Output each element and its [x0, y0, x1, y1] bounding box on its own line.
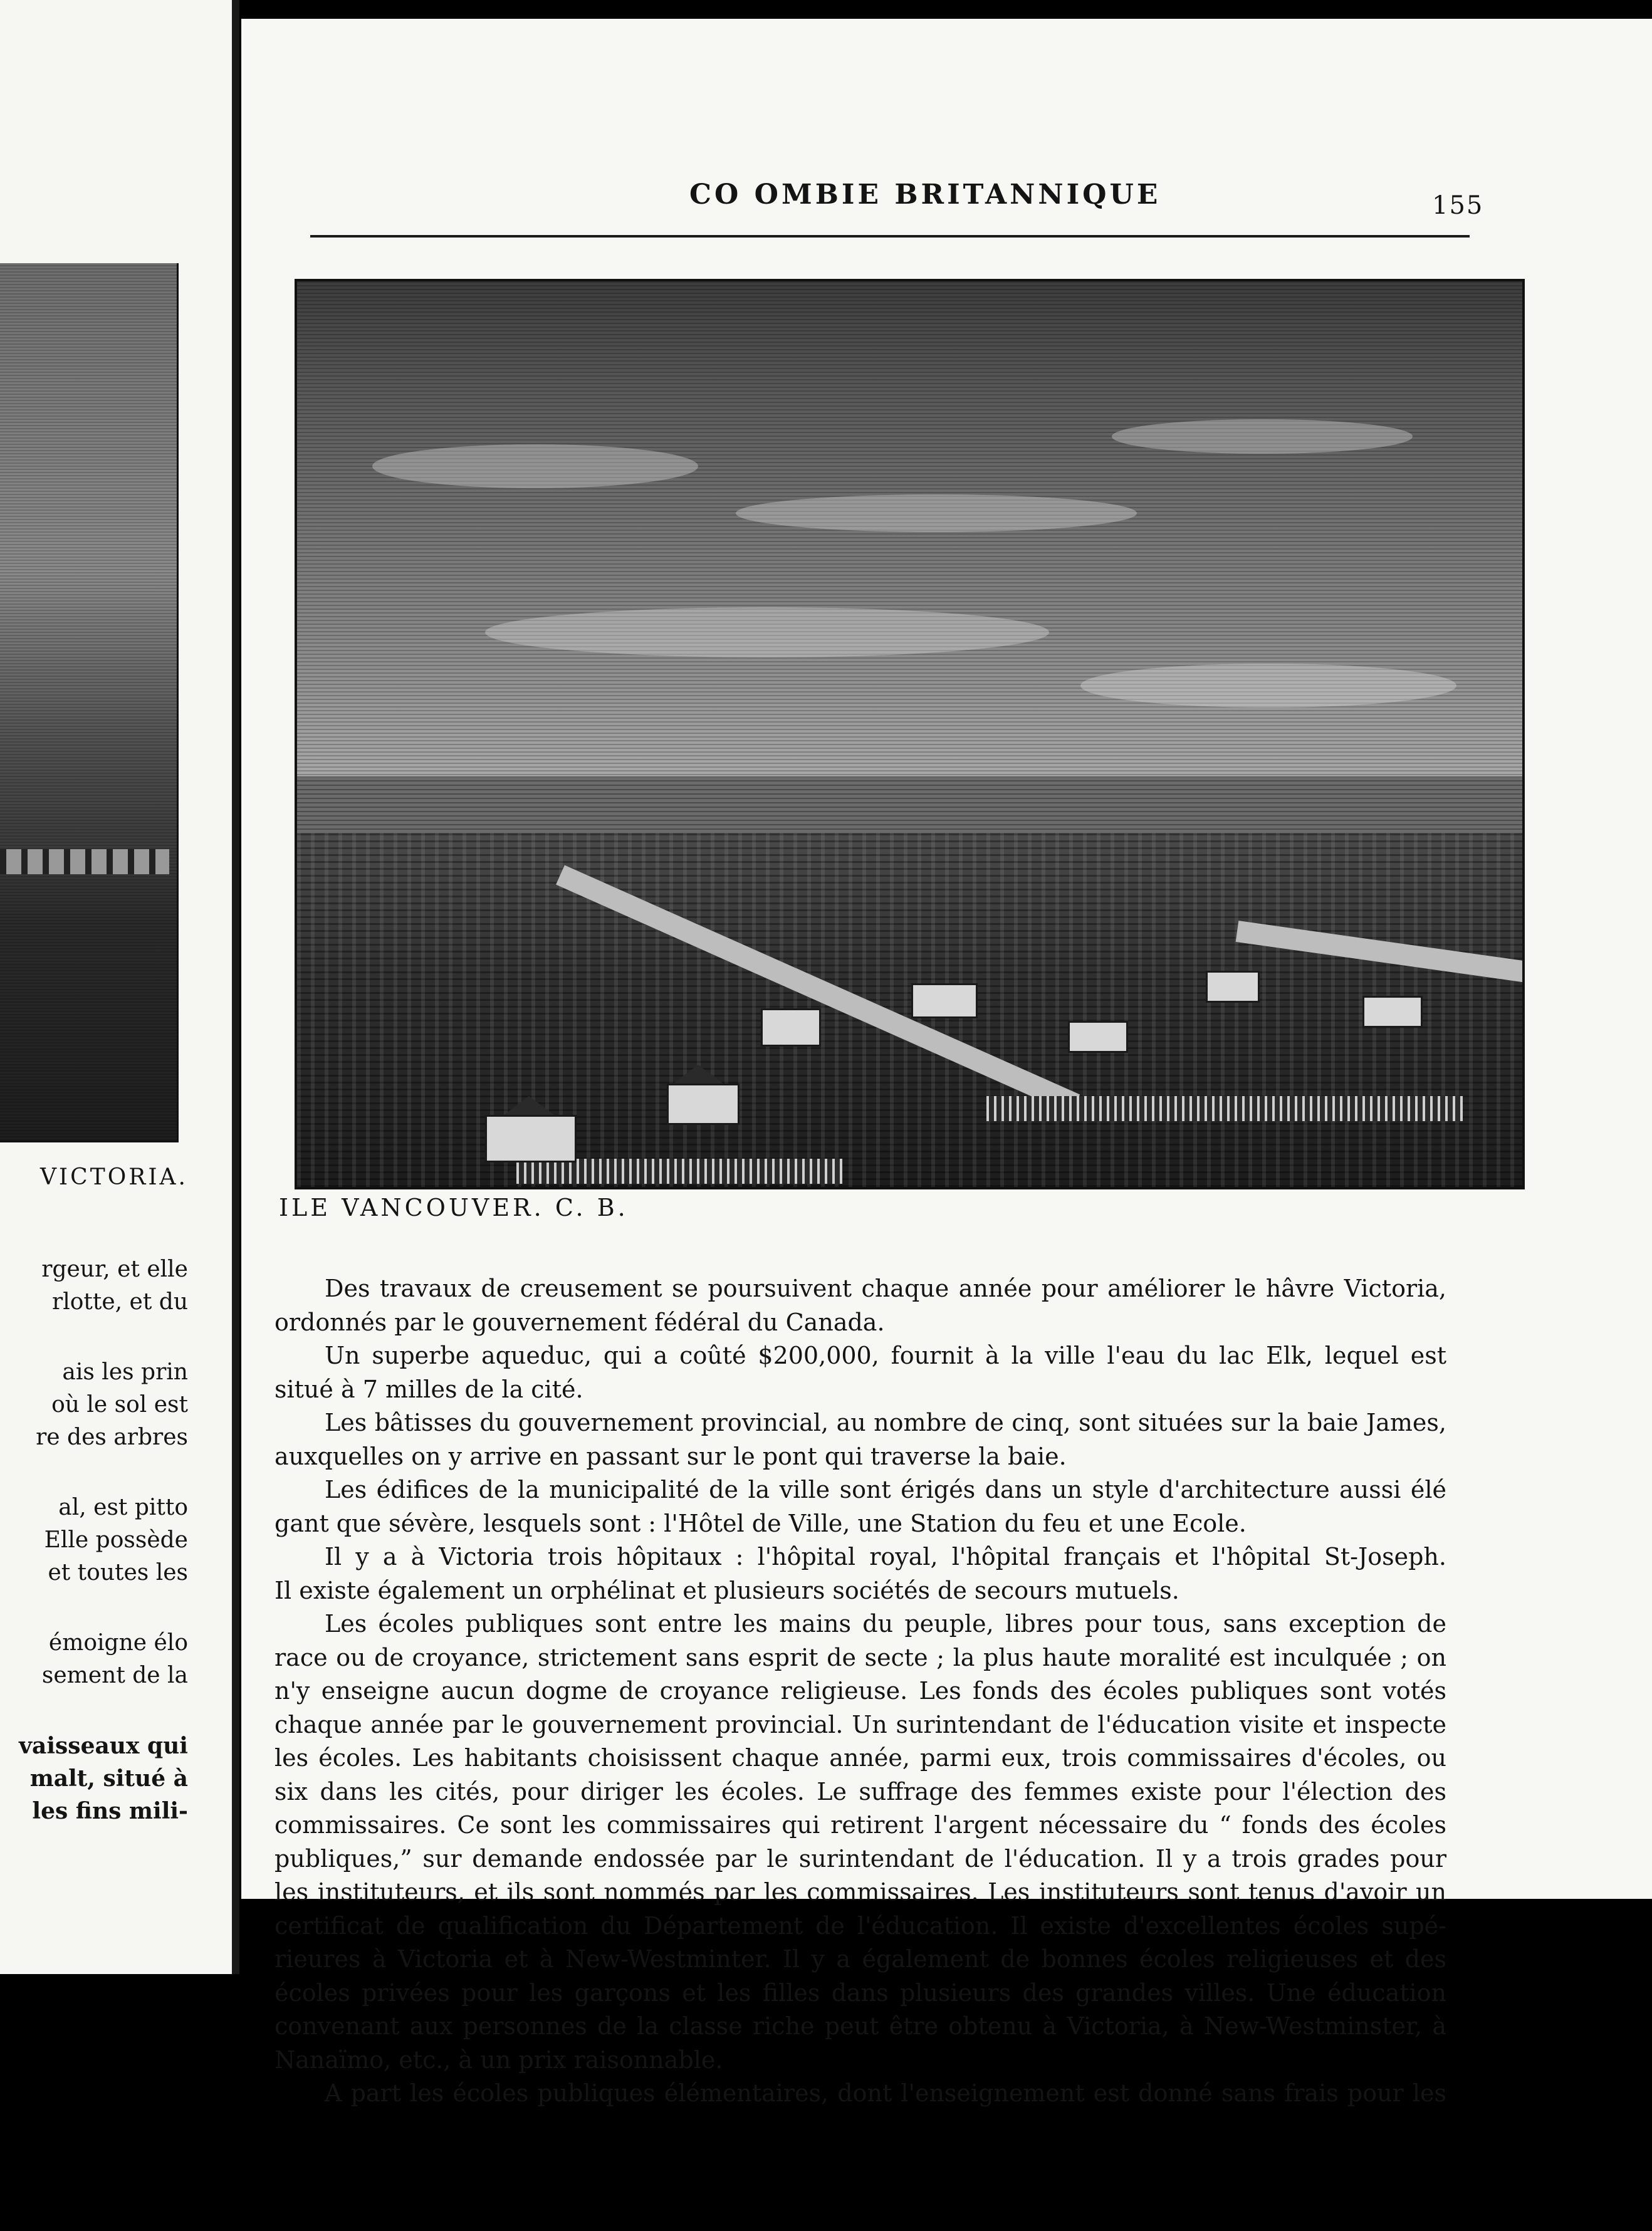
text-line: race ou de croyance, strictement sans esprit de secte ; la plus haute moralité est inculquée ; on — [274, 1643, 1446, 1671]
left-text-line — [0, 1319, 188, 1356]
text-line: Des travaux de creusement se poursuivent chaque année pour améliorer le hâvre Victoria, — [325, 1275, 1446, 1302]
left-illustration-caption: VICTORIA. — [39, 1164, 188, 1190]
left-text-line — [0, 1692, 188, 1730]
sky — [297, 281, 1522, 783]
left-text-line: où le sol est — [51, 1392, 188, 1418]
left-text-line: vaisseaux qui — [19, 1733, 188, 1759]
text-line: six dans les cités, pour diriger les écoles. Le suffrage des femmes existe pour l'élection des — [274, 1777, 1446, 1805]
left-text-line: rlotte, et du — [52, 1289, 188, 1315]
left-text-line: et toutes les — [48, 1560, 188, 1586]
page-gutter — [232, 0, 239, 1974]
text-line: Un superbe aqueduc, qui a coûté $200,000, fournit à la ville l'eau du lac Elk, lequel est — [325, 1342, 1446, 1369]
left-text-line: ais les prin — [62, 1359, 188, 1385]
text-line: convenant aux personnes de la classe riche peut être obtenu à Victoria, à New-Westminster, à — [274, 2012, 1446, 2040]
left-text-column — [0, 1253, 188, 1827]
engraving-illustration — [295, 279, 1525, 1189]
text-line: ordonnés par le gouvernement fédéral du Canada. — [274, 1308, 885, 1336]
left-text-line: sement de la — [41, 1663, 188, 1688]
text-line: Nanaïmo, etc., à un prix raisonnable. — [274, 2046, 723, 2074]
text-line: publiques,” sur demande endossée par le surintendant de l'éducation. Il y a trois grades pour — [274, 1844, 1446, 1873]
text-line: commissaires. Ce sont les commissaires qui retirent l'argent nécessaire du “ fonds des écoles — [274, 1811, 1446, 1839]
text-line: les instituteurs, et ils sont nommés par les commissaires. Les instituteurs sont tenus d'avoir un — [274, 1878, 1446, 1906]
left-text-line: les fins mili- — [32, 1798, 188, 1824]
text-line: Les écoles publiques sont entre les mains du peuple, libres pour tous, sans exception de — [325, 1610, 1446, 1638]
bridge-detail — [0, 849, 169, 874]
text-line: écoles privées pour les garçons et les filles dans plusieurs des grandes villes. Une éducation — [274, 1978, 1446, 2007]
left-text-line — [0, 1589, 188, 1627]
left-text-line: Elle possède — [44, 1527, 188, 1553]
running-head: CO OMBIE BRITANNIQUE — [689, 179, 1161, 211]
left-text-line: malt, situé à — [29, 1765, 188, 1792]
text-line: situé à 7 milles de la cité. — [274, 1375, 583, 1403]
left-text-line: rgeur, et elle — [41, 1257, 188, 1282]
text-line: auxquelles on y arrive en passant sur le pont qui traverse la baie. — [274, 1442, 1067, 1470]
left-engraving-fragment — [0, 263, 179, 1142]
town-view — [297, 833, 1522, 1187]
text-line: chaque année par le gouvernement provincial. Un surintendant de l'éducation visite et inspecte — [274, 1710, 1446, 1738]
header-rule — [310, 235, 1470, 238]
text-line: rieures à Victoria et à New-Westminter. Il y a également de bonnes écoles religieuses et des — [274, 1945, 1446, 1973]
text-line: Les bâtisses du gouvernement provincial, au nombre de cinq, sont situées sur la baie James, — [325, 1409, 1446, 1436]
text-line: A part les écoles publiques élémentaires, dont l'enseignement est donné sans frais pour les — [325, 2079, 1446, 2107]
illustration-caption: ILE VANCOUVER. C. B. — [279, 1194, 629, 1221]
left-text-line — [0, 1454, 188, 1492]
left-text-line: re des arbres — [36, 1424, 188, 1450]
page-number: 155 — [1432, 191, 1484, 220]
text-line: gant que sévère, lesquels sont : l'Hôtel de Ville, une Station du feu et une Ecole. — [274, 1509, 1247, 1537]
left-text-line: al, est pitto — [58, 1495, 188, 1520]
text-line: certificat de qualification du Département de l'éducation. Il existe d'excellentes écoles supé- — [274, 1911, 1446, 1940]
text-line: Il existe également un orphélinat et plusieurs sociétés de secours mutuels. — [274, 1576, 1179, 1604]
text-line: les écoles. Les habitants choisissent chaque année, parmi eux, trois commissaires d'écoles, ou — [274, 1744, 1446, 1772]
body-text — [274, 1272, 1446, 2111]
left-text-line: émoigne élo — [48, 1630, 188, 1656]
text-line: n'y enseigne aucun dogme de croyance religieuse. Les fonds des écoles publiques sont votés — [274, 1677, 1446, 1705]
text-line: Il y a à Victoria trois hôpitaux : l'hôpital royal, l'hôpital français et l'hôpital St-Joseph. — [325, 1543, 1446, 1570]
text-line: Les édifices de la municipalité de la ville sont érigés dans un style d'architecture aussi élé — [325, 1476, 1446, 1503]
left-page-fragment — [0, 0, 232, 1974]
